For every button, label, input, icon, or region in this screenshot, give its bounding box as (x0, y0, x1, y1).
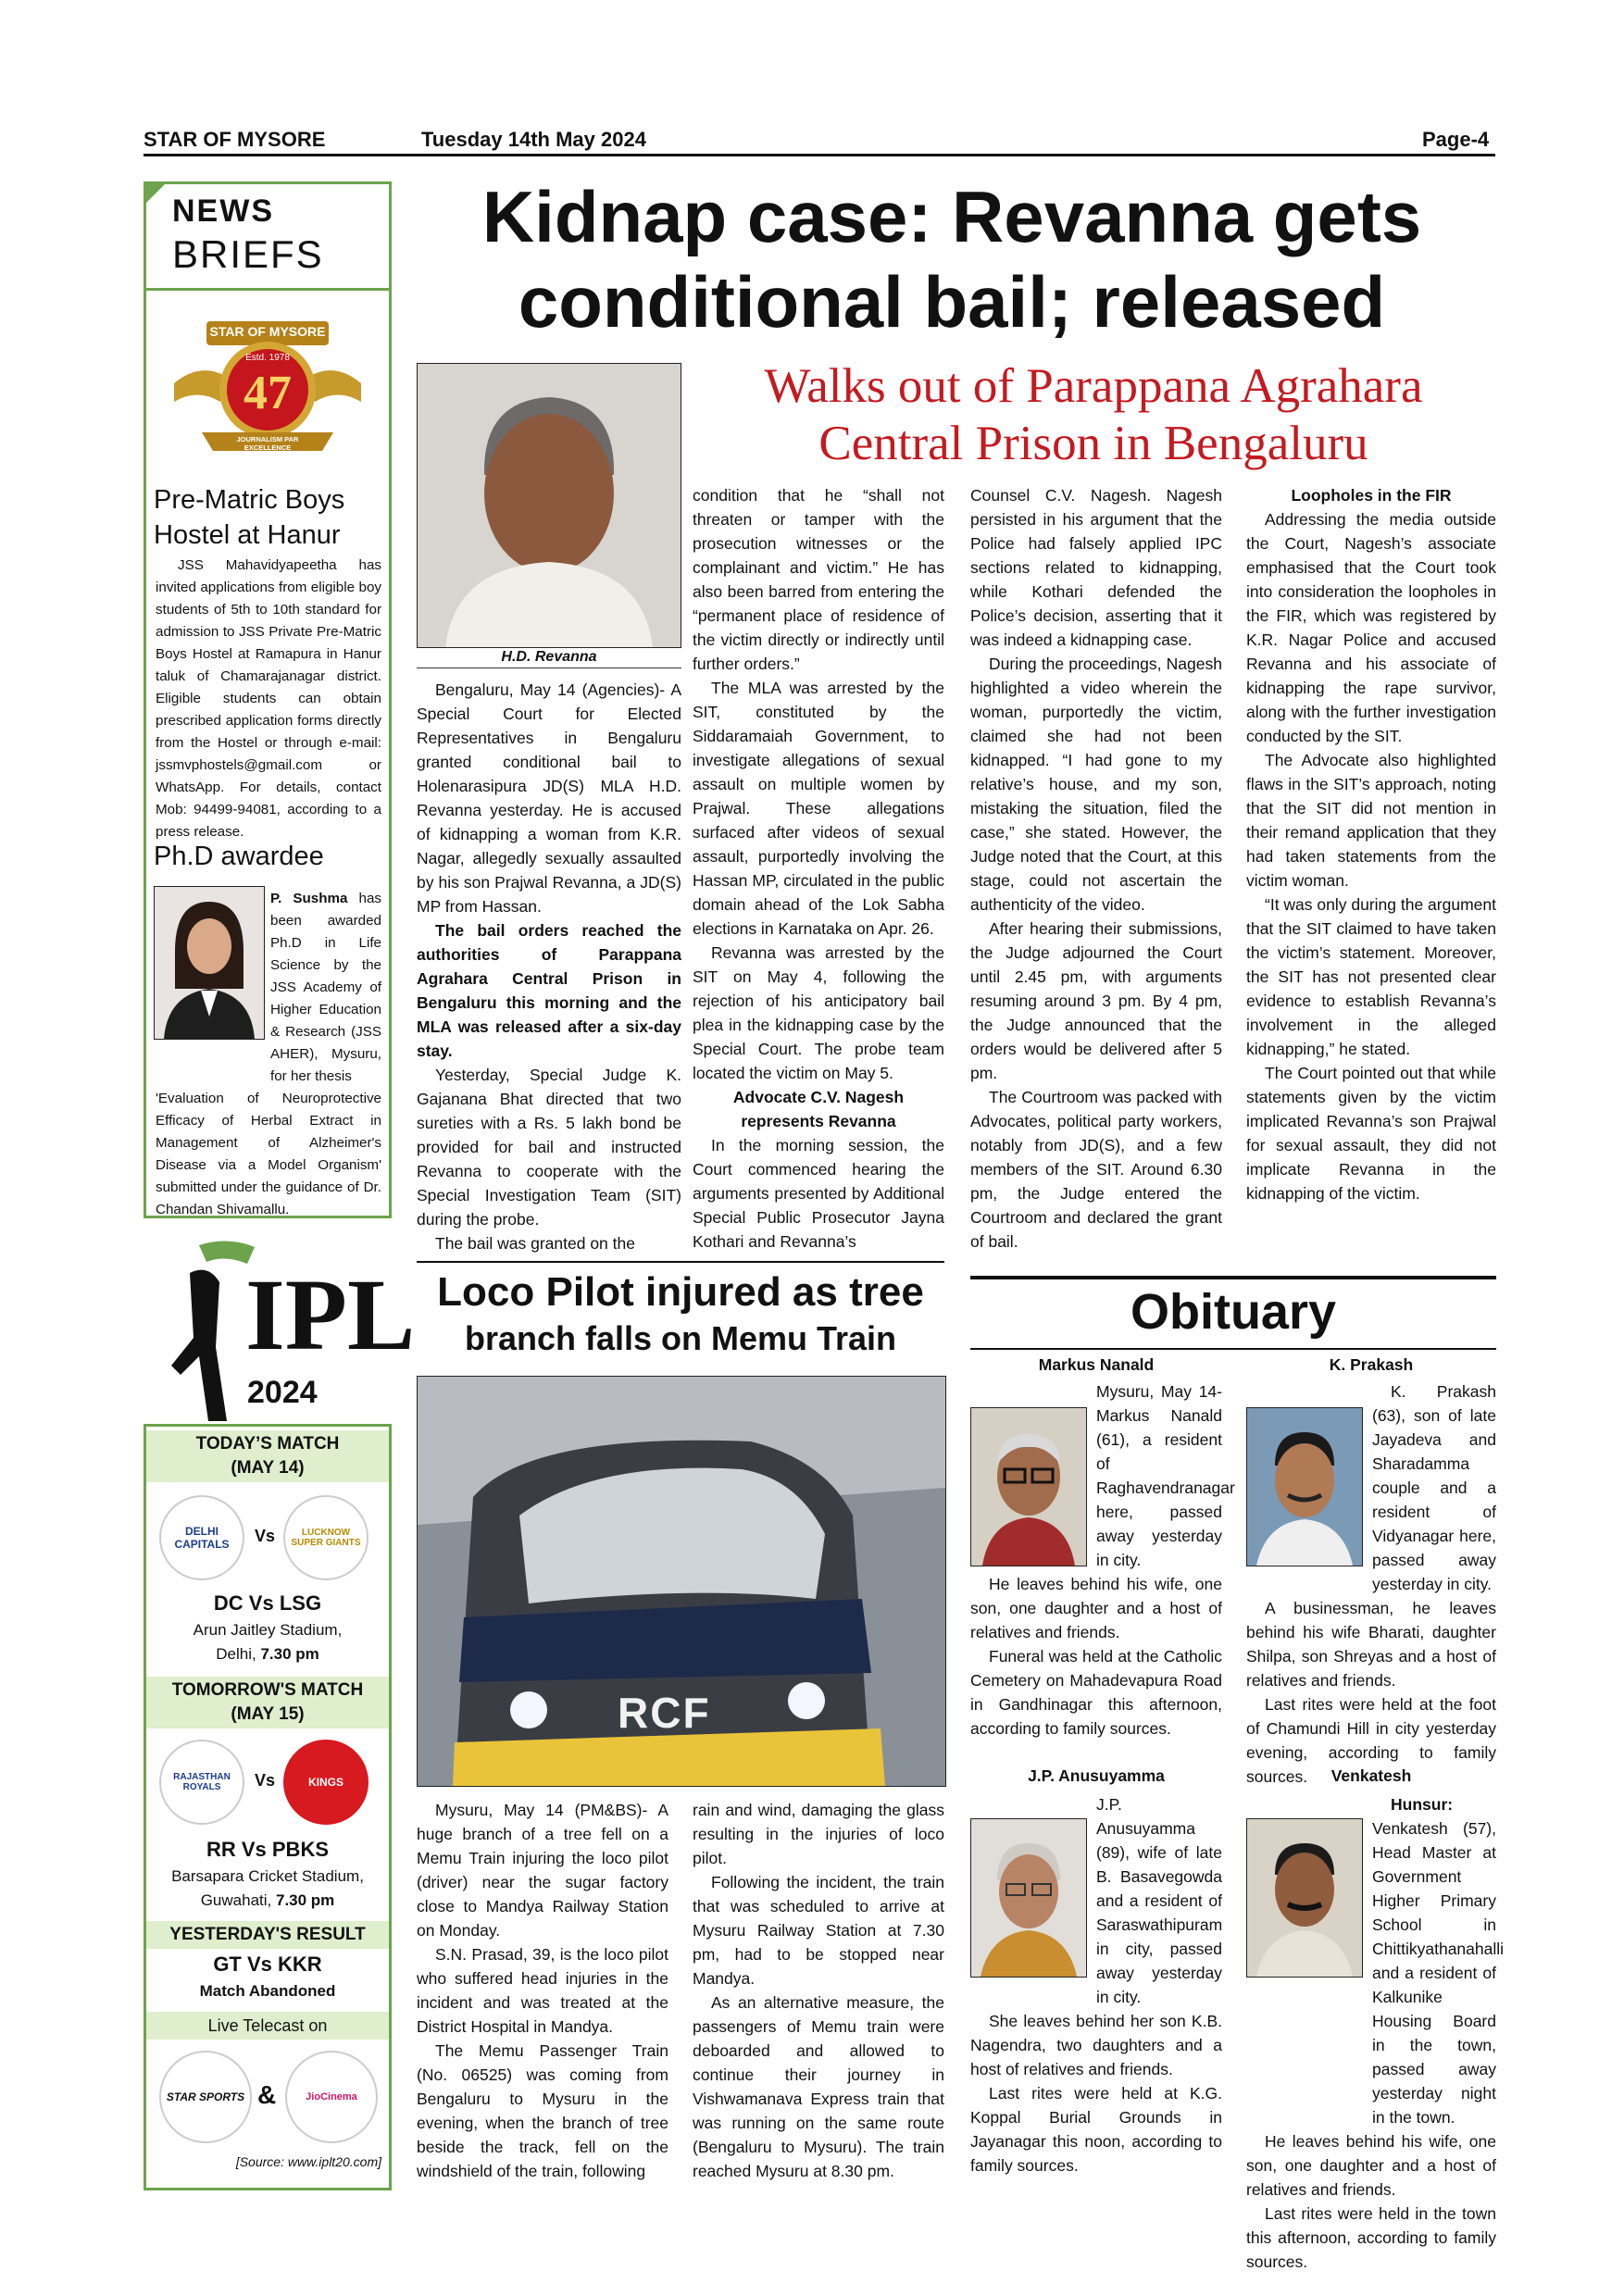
main-col4-subhead: Loopholes in the FIR (1291, 486, 1452, 505)
ipl-year: 2024 (247, 1375, 318, 1410)
main-col4-para: “It was only during the argument that the SIT claimed to have taken the victim’s statement. Moreover, the SIT has not presented clear evidence to establish Revanna’s involvement in the alleged kidnapping,” he stated. (1246, 895, 1496, 1058)
news-label: NEWS (172, 193, 274, 229)
main-col-3 (970, 483, 1222, 1254)
today-venue: Arun Jaitley Stadium, (193, 1621, 343, 1639)
anniversary-logo (165, 314, 370, 462)
obit1-para: He leaves behind his wife, one son, one daughter and a host of relatives and friends. (970, 1575, 1222, 1641)
loco-col2-para: As an alternative measure, the passengers of Memu train were deboarded and allowed to continue their journey in Vishwamanava Express train that was running on the same route (Bengaluru to Mysuru). The train reached Mysuru at 8.30 pm. (693, 1993, 944, 2180)
obit4-lead: Venkatesh (57), Head Master at Government Higher Primary School in Chittikyathanahalli and a resident of Kalkunike Housing Board in the town, passed away yesterday night in the town. (1372, 1819, 1505, 2127)
jiocinema-logo: JioCinema (285, 2051, 378, 2143)
brief2-body-end: 'Evaluation of Neuroprotective Efficacy of Herbal Extract in Management of Alzheimer's Disease via a Model Organism' submitted under the guidance of Dr. Chandan Shivamallu. (156, 1091, 381, 1217)
main-col-2 (693, 483, 944, 1254)
live-telecast-label: Live Telecast on (146, 2012, 389, 2040)
obit4-lead-block (1372, 1792, 1505, 2129)
obit3-text (970, 1792, 1222, 2177)
main-col2-subhead: Advocate C.V. Nagesh represents Revanna (732, 1088, 905, 1130)
obit3-name: J.P. Anusuyamma (1028, 1766, 1165, 1785)
tomorrow-match-label (146, 1677, 389, 1728)
obit4-para: Last rites were held in the town this afternoon, according to family sources. (1246, 2204, 1496, 2271)
obit2-text (1246, 1379, 1496, 1789)
main-col3-para: The Courtroom was packed with Advocates, political party workers, notably from JD(S), and a few members of the SIT. Around 6.30 pm, the Judge entered the Courtroom and declared the grant of bail. (970, 1088, 1222, 1251)
loco-col-2 (693, 1798, 944, 2183)
brief1-body: JSS Mahavidyapeetha has invited applications from eligible boy students of 5th to 10th standard for admission to JSS Private Pre-Matric Boys Hostel at Ramapura in Hanur taluk of Chamarajanagar district. Eligible students can obtain prescribed application forms directly from the Hostel or through e-mail: jssmvphostels@gmail.com or WhatsApp. For details, contact Mob: 94499-94081, according to a press release. (156, 557, 381, 840)
brief2-title: Ph.D awardee (154, 842, 324, 871)
loco-col1-para: Mysuru, May 14 (PM&BS)- A huge branch of a tree fell on a Memu Train injuring the loco pilot (driver) near the sugar factory close to Mandya Railway Station on Monday. (417, 1801, 668, 1940)
logo-estd-text: Estd. 1978 (245, 353, 290, 363)
ampersand: & (257, 2080, 277, 2109)
pbks-logo: KINGS (283, 1740, 369, 1825)
train-rcf-marking: RCF (618, 1689, 711, 1737)
tomorrow-label-text: TOMORROW'S MATCH (171, 1680, 364, 1700)
obit3-para: Last rites were held at K.G. Koppal Burial Grounds in Jayanagar this noon, according to family sources. (970, 2084, 1222, 2175)
main-headline: Kidnap case: Revanna gets conditional bail; released (481, 176, 1422, 343)
main-col1-para: Yesterday, Special Judge K. Gajanana Bhat directed that two sureties with a Rs. 5 lakh bond be provided for bail and instructed Revanna to cooperate with the Special Investigation Team (SIT) during the probe. (417, 1066, 681, 1229)
section-rule (417, 1261, 944, 1263)
ipl-logo-text: IPL (245, 1258, 416, 1371)
main-col2-para: Revanna was arrested by the SIT on May 4, following the rejection of his anticipatory bail plea in the kidnapping case by the Special Court. The probe team located the victim on May 5. (693, 943, 944, 1082)
main-col4-para: The Court pointed out that while statements given by the victim implicated Revanna’s son Prajwal for sexual assault, they did not implicate Revanna in the kidnapping of the victim. (1246, 1064, 1496, 1203)
obit4-para: He leaves behind his wife, one son, one daughter and a host of relatives and friends. (1246, 2132, 1496, 2199)
paper-name: STAR OF MYSORE (144, 128, 326, 151)
main-col3-para: During the proceedings, Nagesh highlighted a video wherein the woman, purportedly the victim, claimed she had not been kidnapped. “I had gone to my relative’s house, and my son, mistaking the situation, filed the case,” she stated. However, the Judge noted that the Court, at this stage, could not ascertain the authenticity of the video. (970, 655, 1222, 914)
page-number: Page-4 (1422, 128, 1490, 151)
tomorrow-venue: Barsapara Cricket Stadium, (171, 1867, 364, 1885)
tomorrow-date-text: (MAY 15) (231, 1704, 305, 1724)
main-col1-para: The bail was granted on the (435, 1234, 635, 1253)
issue-date: Tuesday 14th May 2024 (421, 128, 646, 151)
obit1-name: Markus Nanald (1038, 1355, 1155, 1374)
photo-caption: H.D. Revanna (417, 647, 681, 668)
obit2-name: K. Prakash (1329, 1355, 1414, 1374)
main-col2-para: The MLA was arrested by the SIT, constituted by the Siddaramaiah Government, to investigate allegations of sexual assault on multiple women by Prajwal. These allegations surfaced after videos of sexual assault, purportedly involving the Hassan MP, circulated in the public domain ahead of the Lok Sabha elections in Karnataka on Apr. 26. (693, 679, 944, 938)
obituary-top-rule (970, 1276, 1496, 1279)
obit3-para: She leaves behind her son K.B. Nagendra, two daughters and a host of relatives and friends. (970, 2012, 1222, 2078)
main-subheadline: Walks out of Parappana Agrahara Central Prison in Bengaluru (764, 359, 1423, 470)
today-match-teams: DC Vs LSG (213, 1591, 322, 1615)
loco-col-1 (417, 1798, 668, 2183)
logo-top-text: STAR OF MYSORE (209, 324, 326, 339)
obit4-text (1246, 1792, 1505, 2274)
main-col4-para: The Advocate also highlighted flaws in the SIT’s approach, noting that the SIT did not mention in their remand application that they had taken statements from the victim woman. (1246, 751, 1496, 890)
today-match-label (146, 1430, 389, 1482)
news-briefs-box (144, 181, 392, 1218)
brief2-body-start-text: has been awarded Ph.D in Life Science by the JSS Academy of Higher Education & Research (JSS AHER), Mysuru, for her thesis (270, 891, 381, 1084)
loco-col2-para: Following the incident, the train that was scheduled to arrive at Mysuru Railway Station at 7.30 pm, had to be stopped near Mandya. (693, 1873, 944, 1988)
vs-label: Vs (255, 1527, 276, 1545)
main-col2-para: condition that he “shall not threaten or tamper with the prosecution witnesses or the complainant and victim.” He has also been barred from entering the “permanent place of residence of the victim directly or indirectly until further orders.” (693, 486, 944, 673)
main-col3-para: Counsel C.V. Nagesh. Nagesh persisted in his argument that the Police had falsely applied IPC sections related to kidnapping, while Kothari defended the Police’s decision, asserting that it was indeed a kidnapping case. (970, 486, 1222, 649)
today-date-text: (MAY 14) (231, 1458, 305, 1478)
obit1-para: Funeral was held at the Catholic Cemetery on Mahadevapura Road in Gandhinagar this afternoon, according to family sources. (970, 1647, 1222, 1738)
obit3-lead: J.P. Anusuyamma (89), wife of late B. Basavegowda and a resident of Saraswathipuram in city, passed away yesterday in city. (1096, 1795, 1223, 2006)
logo-motto: JOURNALISM PAR EXCELLENCE (236, 435, 299, 452)
corner-marker (144, 181, 168, 206)
briefs-divider (146, 288, 389, 291)
obit4-place: Hunsur: (1391, 1795, 1454, 1814)
ipl-source: [Source: www.iplt20.com] (235, 2154, 381, 2169)
loco-col1-para: The Memu Passenger Train (No. 06525) was coming from Bengaluru to Mysuru in the evening, when the branch of tree beside the track, fell on the windshield of the train, following (417, 2041, 668, 2180)
obituary-bottom-rule (970, 1348, 1496, 1350)
logo-number: 47 (244, 367, 292, 419)
today-city-time: Delhi, 7.30 pm (216, 1645, 319, 1663)
obit1-lead: Mysuru, May 14- Markus Nanald (61), a resident of Raghavendranagar here, passed away yesterday in city. (1096, 1382, 1235, 1569)
obit2-para: Last rites were held at the foot of Chamundi Hill in city yesterday evening, according to family sources. (1246, 1695, 1496, 1786)
loco-headline-line2: branch falls on Memu Train (464, 1319, 897, 1357)
briefs-label: BRIEFS (172, 232, 324, 276)
main-col4-para: Addressing the media outside the Court, Nagesh’s associate emphasised that the Court took into consideration the loopholes in the FIR, which was registered by K.R. Nagar Police and accused Revanna and his associate of kidnapping the rape survivor, along with the further investigation conducted by the SIT. (1246, 510, 1496, 745)
yesterday-result: Match Abandoned (199, 1982, 336, 2000)
yesterday-match-teams: GT Vs KKR (213, 1953, 322, 1976)
star-sports-logo: STAR SPORTS (159, 2051, 252, 2143)
masthead-rule (144, 154, 1495, 156)
loco-col1-para: S.N. Prasad, 39, is the loco pilot who suffered head injuries in the incident and was treated at the District Hospital in Mandya. (417, 1945, 668, 2036)
rr-logo: RAJASTHAN ROYALS (159, 1740, 244, 1825)
vs-label: Vs (255, 1771, 276, 1790)
obituary-title: Obituary (1130, 1284, 1337, 1340)
obit2-lead: K. Prakash (63), son of late Jayadeva and Sharadamma couple and a resident of Vidyanagar here, passed away yesterday in city. (1372, 1382, 1496, 1593)
yesterday-result-label: YESTERDAY'S RESULT (146, 1921, 389, 1949)
obit4-name: Venkatesh (1330, 1766, 1412, 1785)
main-col2-para: In the morning session, the Court commenced hearing the arguments presented by Additional Special Public Prosecutor Jayna Kothari and Revanna’s (693, 1136, 944, 1251)
main-col1-para: The bail orders reached the authorities of Parappana Agrahara Central Prison in Bengaluru this morning and the MLA was released after a six-day stay. (417, 921, 681, 1060)
obit1-text (970, 1379, 1235, 1741)
ipl-schedule-box (144, 1424, 392, 2190)
main-col-1 (417, 678, 681, 1255)
main-col1-para: Bengaluru, May 14 (Agencies)- A Special Court for Elected Representatives in Bengaluru granted conditional bail to Holenarasipura JD(S) MLA H.D. Revanna yesterday. He is accused of kidnapping a woman from K.R. Nagar, allegedly sexually assaulted by his son Prajwal Revanna, a JD(S) MP from Hassan. (417, 680, 681, 916)
brief1-title: Pre-Matric Boys Hostel at Hanur (154, 485, 345, 550)
dc-logo: DELHI CAPITALS (159, 1495, 244, 1580)
today-label-text: TODAY’S MATCH (195, 1434, 340, 1454)
loco-headline-line1: Loco Pilot injured as tree (437, 1269, 924, 1315)
tomorrow-city-time: Guwahati, 7.30 pm (200, 1891, 335, 1909)
awardee-name: P. Sushma (270, 891, 348, 906)
brief2-text (156, 888, 381, 1221)
brief2-body-start (270, 888, 381, 1088)
tomorrow-match-teams: RR Vs PBKS (206, 1838, 330, 1861)
main-col3-para: After hearing their submissions, the Judge adjourned the Court until 2.45 pm, with arguments resuming around 3 pm. By 4 pm, the Judge announced that the orders would be delivered after 5 pm. (970, 919, 1222, 1082)
train-photo (417, 1376, 946, 1787)
main-col-4 (1246, 483, 1496, 1205)
lsg-logo: LUCKNOW SUPER GIANTS (283, 1495, 369, 1580)
ipl-logo (144, 1227, 416, 1430)
revanna-photo (417, 363, 681, 648)
loco-col2-para: rain and wind, damaging the glass resulting in the injuries of loco pilot. (693, 1801, 944, 1867)
obit2-para: A businessman, he leaves behind his wife Bharati, daughter Shilpa, son Shreyas and a host of relatives and friends. (1246, 1599, 1496, 1690)
